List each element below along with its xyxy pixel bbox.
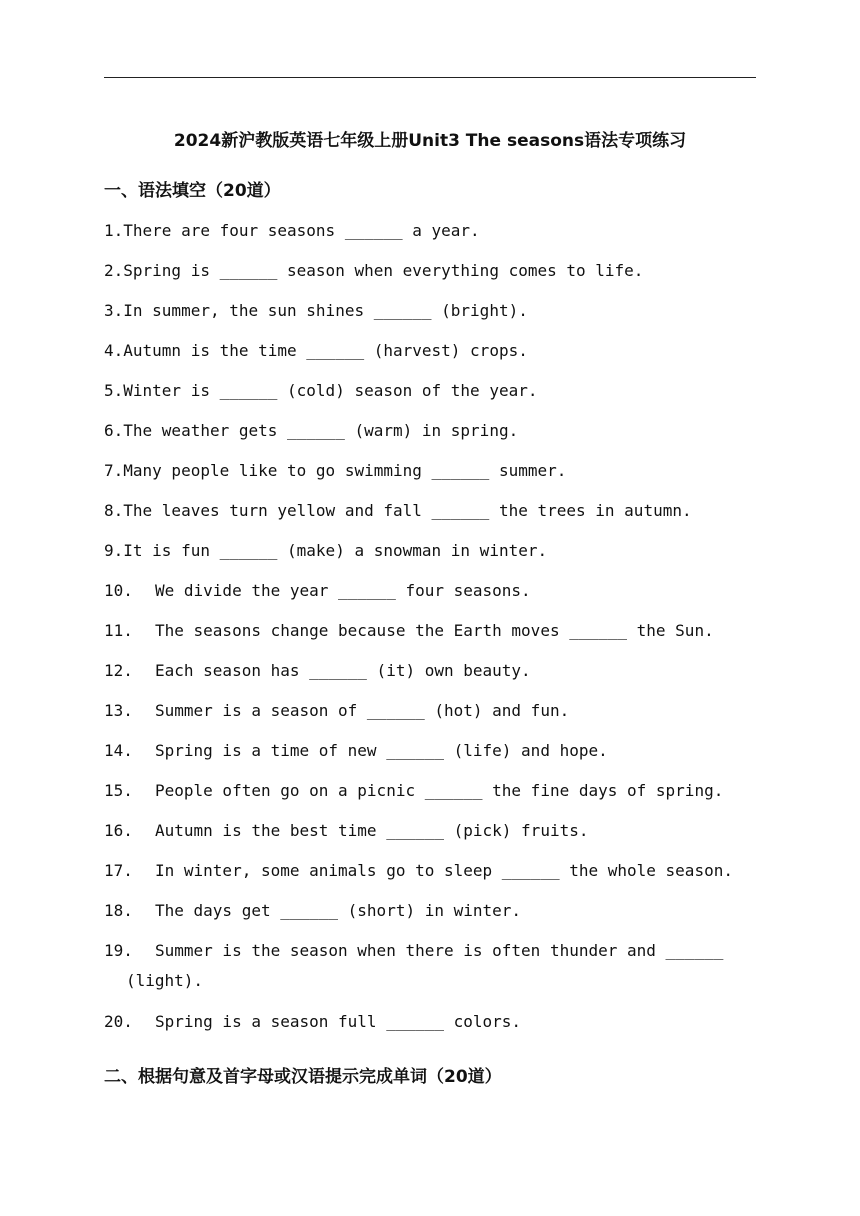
question-number: 4.: [104, 341, 124, 360]
question-number: 16.: [104, 821, 133, 840]
question-item-9: [104, 536, 764, 576]
document-title: 2024新沪教版英语七年级上册Unit3 The seasons语法专项练习: [173, 131, 687, 151]
question-number: 9.: [104, 541, 124, 560]
question-text: It is fun ______ (make) a snowman in winter.: [123, 541, 548, 560]
question-text: Each season has ______ (it) own beauty.: [155, 661, 531, 680]
question-text: People often go on a picnic ______ the fine days of spring.: [155, 781, 724, 800]
question-number: 17.: [104, 861, 133, 880]
question-number: 7.: [104, 461, 124, 480]
question-item-16: [104, 816, 764, 856]
question-text: Summer is the season when there is often thunder and ______: [155, 941, 724, 960]
section-heading-grammar-fill: 一、语法填空（20道）: [104, 181, 281, 201]
question-item-7: [104, 456, 764, 496]
question-text: Spring is a time of new ______ (life) and hope.: [155, 741, 608, 760]
question-item-12: [104, 656, 764, 696]
question-item-18: [104, 896, 764, 936]
question-item-20: [104, 1007, 764, 1047]
question-item-6: [104, 416, 764, 456]
question-text: We divide the year ______ four seasons.: [155, 581, 531, 600]
question-text: There are four seasons ______ a year.: [123, 221, 480, 240]
question-number: 5.: [104, 381, 124, 400]
question-number: 3.: [104, 301, 124, 320]
question-text: Autumn is the time ______ (harvest) crops.: [123, 341, 528, 360]
question-text: Autumn is the best time ______ (pick) fruits.: [155, 821, 589, 840]
question-item-1: [104, 216, 764, 256]
question-text: Many people like to go swimming ______ summer.: [123, 461, 567, 480]
question-text: The days get ______ (short) in winter.: [155, 901, 522, 920]
question-text: In winter, some animals go to sleep ______ the whole season.: [155, 861, 733, 880]
question-item-8: [104, 496, 764, 536]
question-item-3: [104, 296, 764, 336]
question-number: 6.: [104, 421, 124, 440]
section-heading-word-completion: 二、根据句意及首字母或汉语提示完成单词（20道）: [104, 1067, 502, 1087]
question-text: Winter is ______ (cold) season of the year.: [123, 381, 538, 400]
question-text: Spring is a season full ______ colors.: [155, 1012, 522, 1031]
question-text: The weather gets ______ (warm) in spring.: [123, 421, 519, 440]
question-number: 20.: [104, 1012, 133, 1031]
question-text-continued: (light).: [126, 971, 204, 990]
question-item-4: [104, 336, 764, 376]
question-number: 2.: [104, 261, 124, 280]
question-number: 12.: [104, 661, 133, 680]
question-number: 14.: [104, 741, 133, 760]
question-text: The leaves turn yellow and fall ______ the trees in autumn.: [123, 501, 692, 520]
question-item-2: [104, 256, 764, 296]
question-item-15: [104, 776, 764, 816]
question-text: Spring is ______ season when everything comes to life.: [123, 261, 644, 280]
question-item-14: [104, 736, 764, 776]
question-number: 15.: [104, 781, 133, 800]
question-number: 8.: [104, 501, 124, 520]
header-rule: [104, 77, 756, 78]
question-number: 10.: [104, 581, 133, 600]
question-item-13: [104, 696, 764, 736]
question-text: Summer is a season of ______ (hot) and fun.: [155, 701, 570, 720]
question-number: 13.: [104, 701, 133, 720]
question-number: 19.: [104, 941, 133, 960]
question-number: 18.: [104, 901, 133, 920]
question-number: 11.: [104, 621, 133, 640]
question-text: The seasons change because the Earth moves ______ the Sun.: [155, 621, 714, 640]
question-list: [104, 216, 764, 1047]
question-item-11: [104, 616, 764, 656]
question-text: In summer, the sun shines ______ (bright).: [123, 301, 528, 320]
question-item-17: [104, 856, 764, 896]
question-number: 1.: [104, 221, 124, 240]
question-item-10: [104, 576, 764, 616]
question-item-5: [104, 376, 764, 416]
question-item-19: [104, 936, 764, 1007]
